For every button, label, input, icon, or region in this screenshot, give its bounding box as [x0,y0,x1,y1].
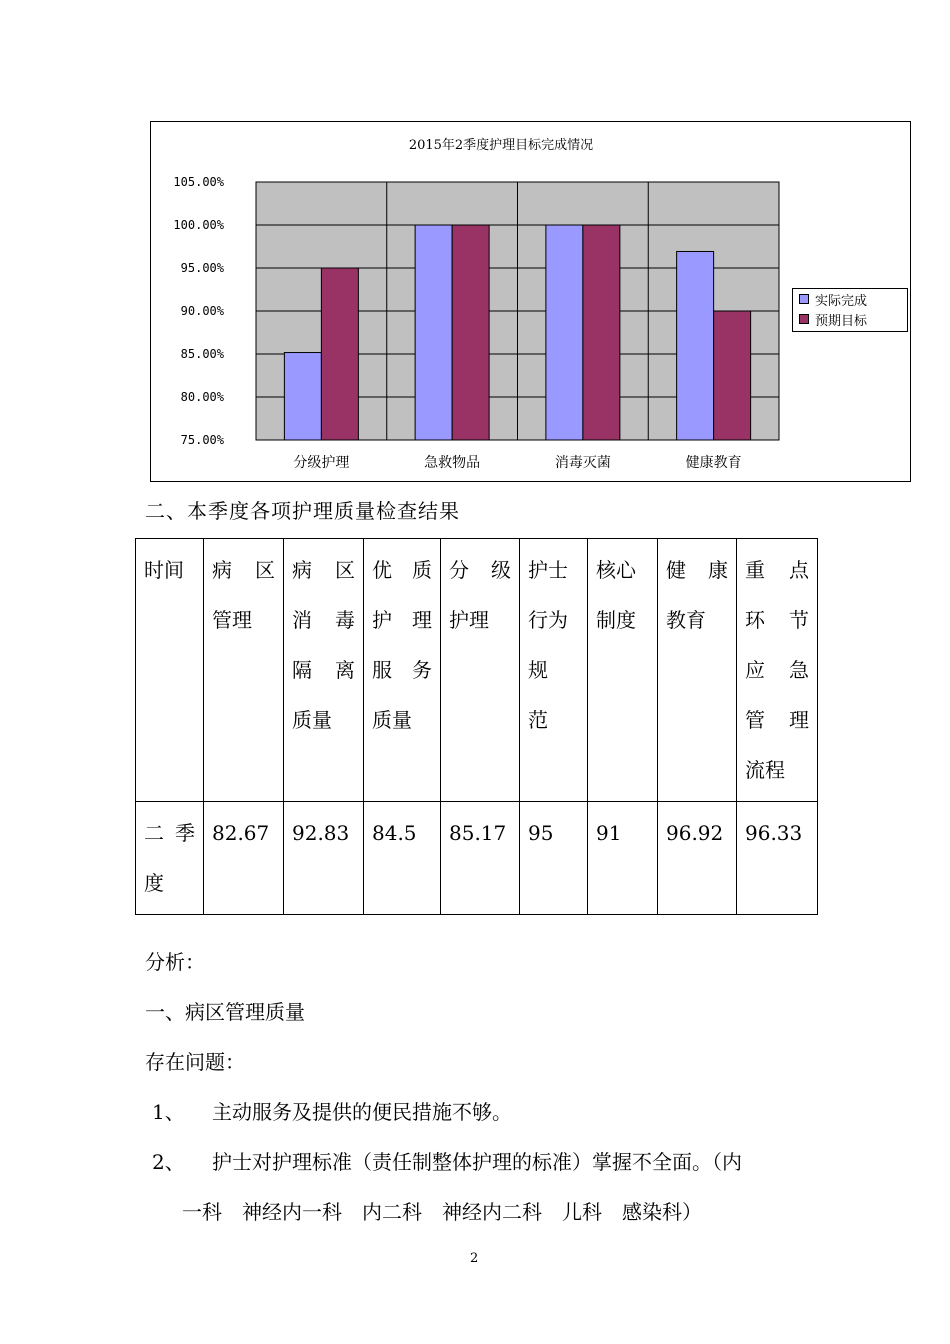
list-item-number: 2、 [152,1150,185,1174]
table-header-cell [136,539,204,802]
legend-swatch-target [799,314,809,324]
chart-frame [150,121,911,482]
table-cell: 92.83 [284,802,364,915]
table-cell: 82.67 [204,802,284,915]
y-tick-label: 80.00% [180,390,224,404]
bar [677,251,714,440]
bar [714,311,751,440]
legend-label: 预期目标 [815,313,868,329]
bar [452,225,489,440]
header-line: 病 区 [212,558,275,582]
bar [583,225,620,440]
header-line: 管理 [212,608,252,632]
header-line: 规 [528,658,548,682]
section-heading: 二、本季度各项护理质量检查结果 [145,499,460,523]
list-item-text: 护士对护理标准（责任制整体护理的标准）掌握不全面。（内 [212,1150,742,1174]
row-label-cell [136,802,204,915]
y-tick-label: 75.00% [180,433,224,447]
table-header-cell [588,539,658,802]
header-line: 优 质 [372,558,432,582]
problems-label: 存在问题： [145,1050,245,1074]
analysis-label: 分析： [145,950,205,974]
y-tick-label: 90.00% [180,304,224,318]
table-header-cell [658,539,737,802]
x-tick-label: 消毒灭菌 [554,455,611,471]
bar [321,268,358,440]
y-tick-label: 85.00% [180,347,224,361]
header-line: 环 节 [745,608,809,632]
row-label-line: 二 季 [144,821,195,845]
table-cell: 85.17 [441,802,520,915]
header-line: 制度 [596,608,636,632]
table-row [136,802,818,915]
list-item-number: 1、 [152,1100,185,1124]
header-line: 流程 [745,758,785,782]
header-line: 质量 [372,708,412,732]
list-item-text: 主动服务及提供的便民措施不够。 [212,1100,512,1124]
table-header-cell [441,539,520,802]
legend-label: 实际完成 [815,293,868,309]
row-label-line: 度 [144,871,164,895]
y-tick-label: 95.00% [180,261,224,275]
table-cell: 96.92 [658,802,737,915]
chart-title: 2015年2季度护理目标完成情况 [408,138,594,153]
legend-item [793,289,907,309]
list-item-continuation: 一科 神经内一科 内二科 神经内二科 儿科 感染科） [182,1200,702,1224]
header-line: 病 区 [292,558,355,582]
x-tick-label: 急救物品 [424,455,481,471]
page-number: 2 [470,1251,479,1266]
header-line: 教育 [666,608,706,632]
header-line: 护 理 [372,608,432,632]
table-header-cell [737,539,818,802]
table-header-cell [364,539,441,802]
chart-legend [792,288,908,332]
table-header-cell [204,539,284,802]
legend-swatch-actual [799,294,809,304]
table-header-cell [284,539,364,802]
y-tick-label: 105.00% [173,175,224,189]
table-cell: 84.5 [364,802,441,915]
table-cell: 91 [588,802,658,915]
header-line: 核心 [596,558,636,582]
header-line: 范 [528,708,548,732]
bar [546,225,583,440]
legend-item [793,309,907,329]
table-header-row [136,539,818,802]
x-tick-label: 分级护理 [293,455,350,471]
header-line: 分 级 [449,558,511,582]
results-table [135,538,818,915]
subheading: 一、病区管理质量 [145,1000,305,1024]
header-line: 行为 [528,608,568,632]
header-line: 重 点 [745,558,809,582]
table-cell: 96.33 [737,802,818,915]
y-tick-label: 100.00% [173,218,224,232]
header-line: 服 务 [372,658,432,682]
header-line: 时间 [144,558,184,582]
bar [284,353,321,440]
header-line: 护理 [449,608,489,632]
header-line: 护士 [528,558,568,582]
table-cell: 95 [520,802,588,915]
header-line: 隔 离 [292,658,355,682]
header-line: 健 康 [666,558,728,582]
header-line: 消 毒 [292,608,355,632]
header-line: 应 急 [745,658,809,682]
bar [415,225,452,440]
header-line: 质量 [292,708,332,732]
x-tick-label: 健康教育 [685,455,742,471]
header-line: 管 理 [745,708,809,732]
table-header-cell [520,539,588,802]
